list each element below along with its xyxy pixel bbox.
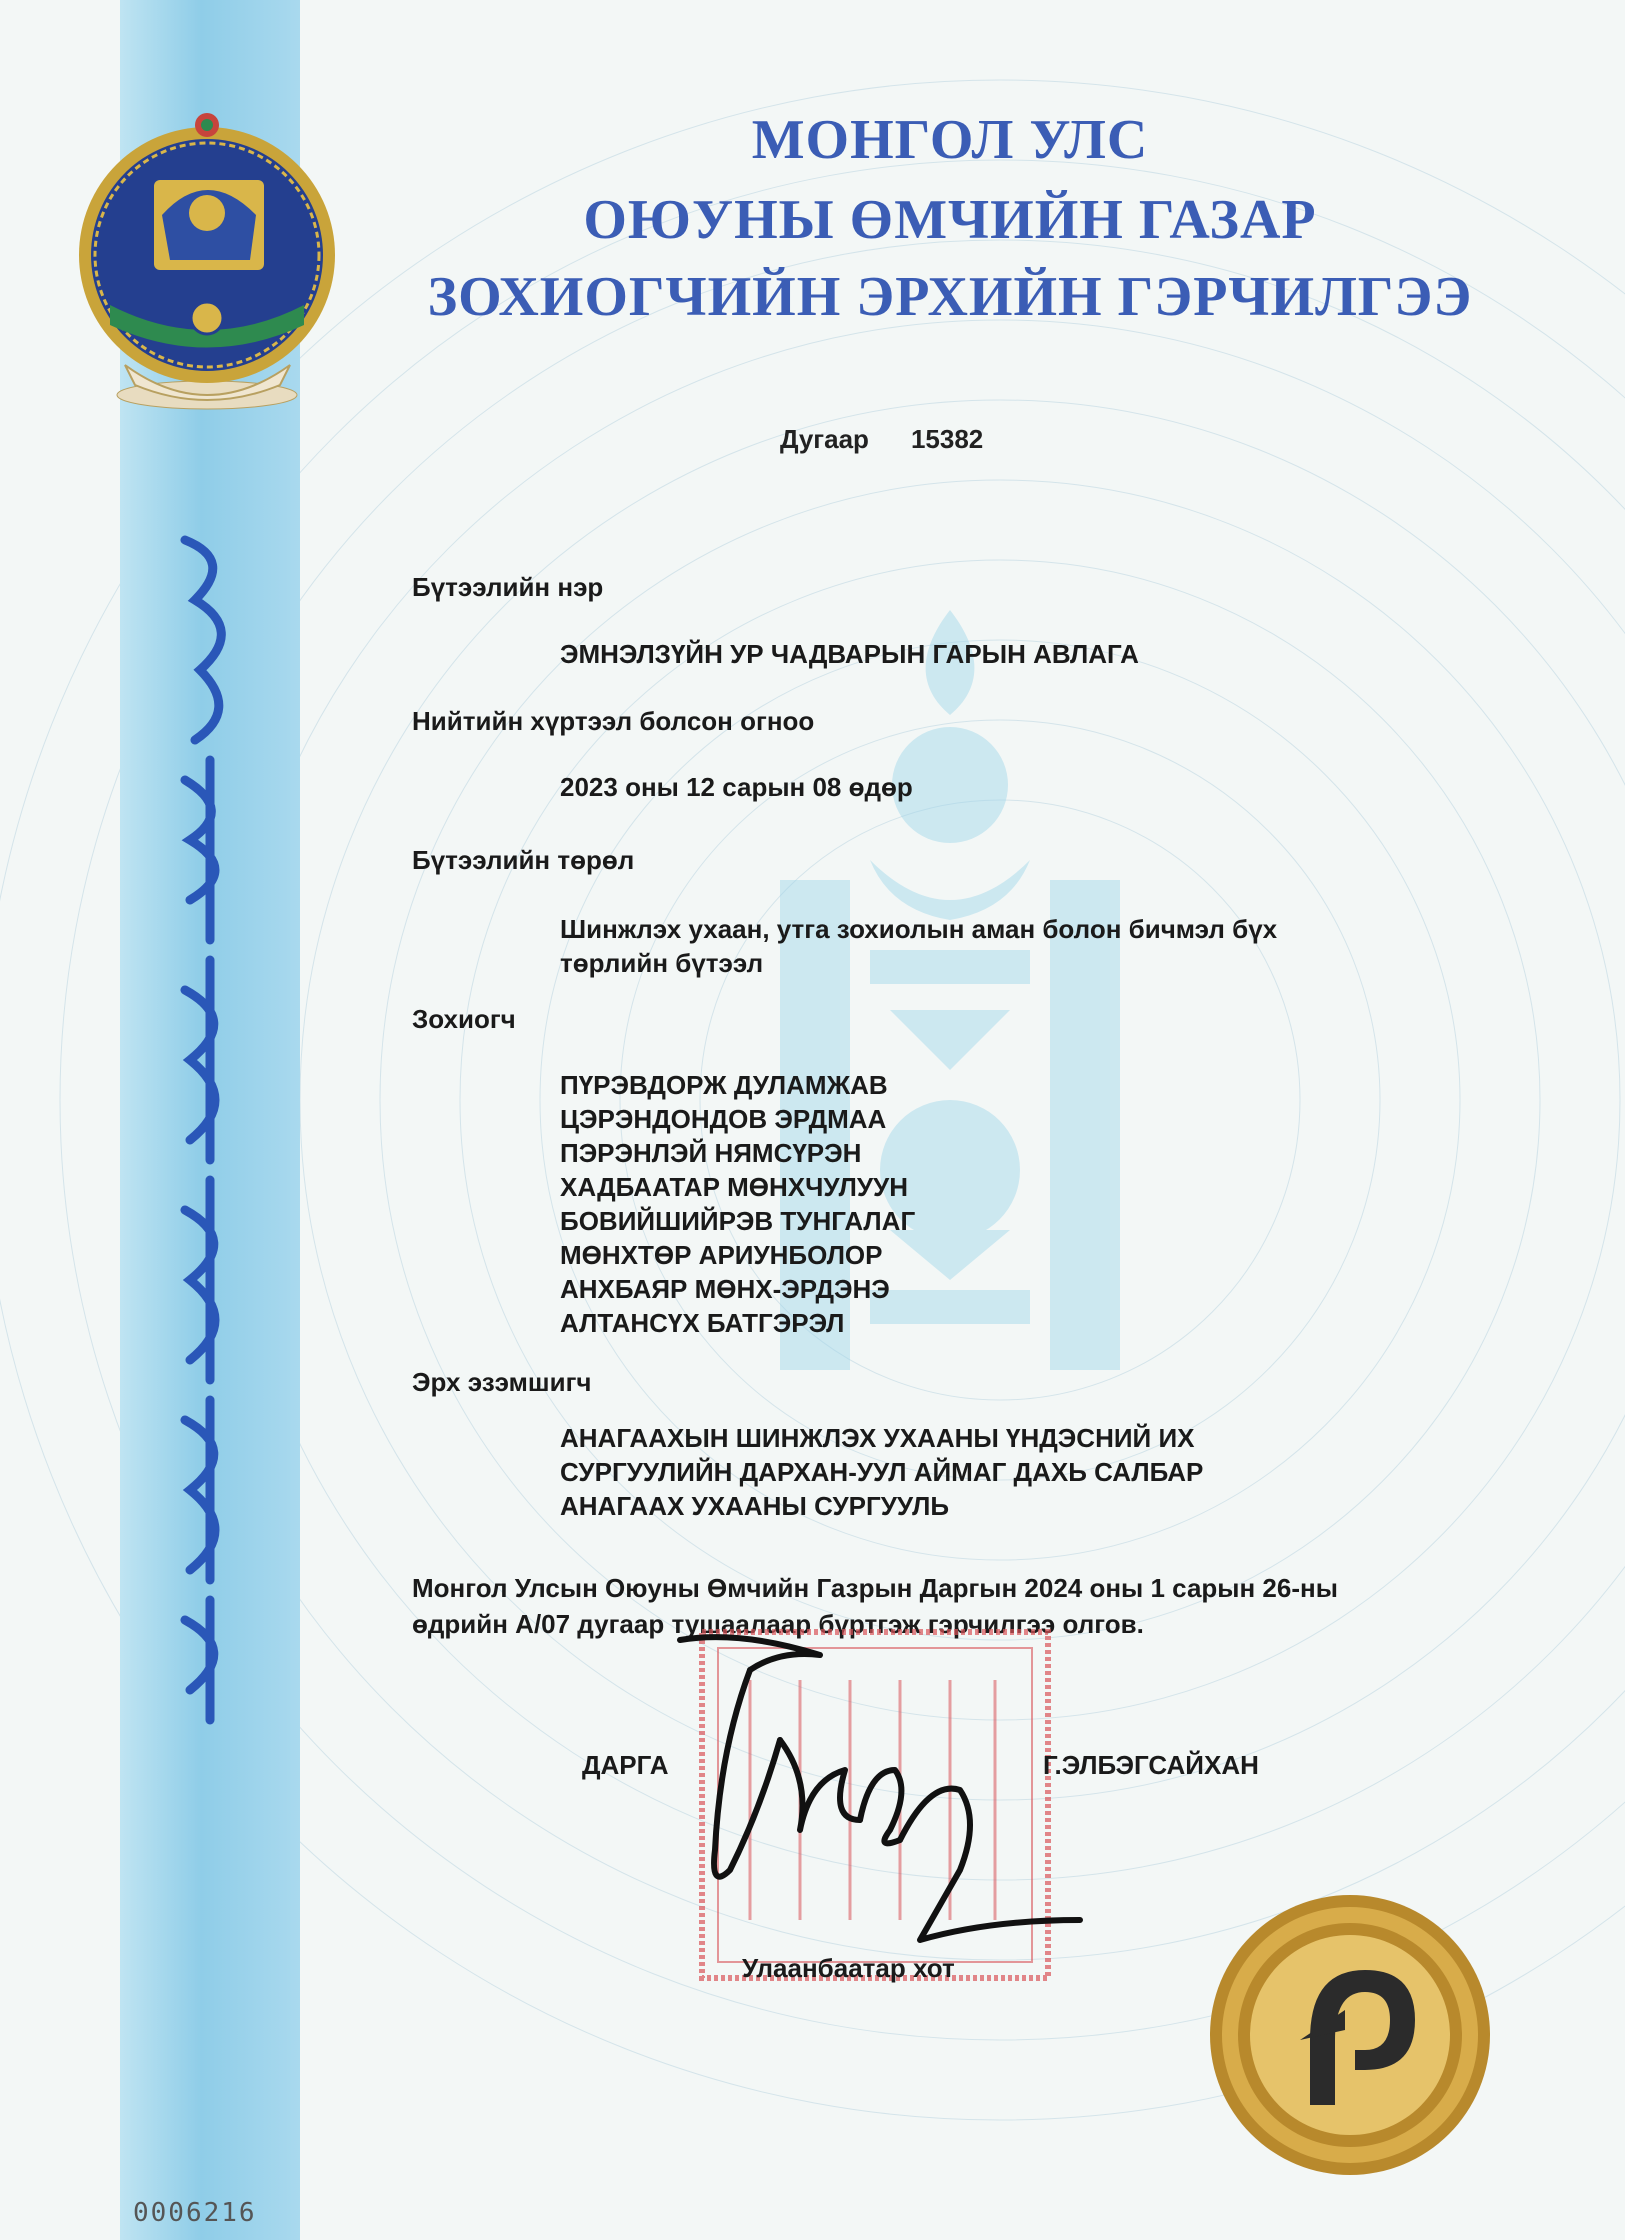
author-name: МӨНХТӨР АРИУНБОЛОР	[560, 1240, 883, 1270]
decree-line: өдрийн А/07 дугаар тушаалаар бүртгэж гэрчилгээ олгов.	[412, 1609, 1144, 1639]
title-agency: ОЮУНЫ ӨМЧИЙН ГАЗАР	[583, 189, 1317, 251]
owner-line: АНАГААХ УХААНЫ СУРГУУЛЬ	[560, 1491, 950, 1521]
publish-date-label: Нийтийн хүртээл болсон огноо	[412, 706, 815, 736]
work-type-line: Шинжлэх ухаан, утга зохиолын аман болон бичмэл бүх	[560, 914, 1278, 944]
decree-line: Монгол Улсын Оюуны Өмчийн Газрын Даргын 2024 оны 1 сарын 26-ны	[412, 1573, 1338, 1603]
owner-line: СУРГУУЛИЙН ДАРХАН-УУЛ АЙМАГ ДАХЬ САЛБАР	[560, 1457, 1204, 1487]
mongolian-script-decoration	[155, 520, 265, 1740]
author-name: АЛТАНСҮХ БАТГЭРЭЛ	[560, 1308, 845, 1338]
signature-icon	[660, 1630, 1100, 1960]
author-name: ЦЭРЭНДОНДОВ ЭРДМАА	[560, 1104, 887, 1134]
work-type-value	[560, 912, 1460, 980]
publish-date-value: 2023 оны 12 сарын 08 өдөр	[560, 772, 913, 802]
gold-seal-icon	[1205, 1890, 1495, 2180]
director-name: Г.ЭЛБЭГСАЙХАН	[1043, 1750, 1259, 1780]
author-name: ПЭРЭНЛЭЙ НЯМСҮРЭН	[560, 1138, 862, 1168]
title-certificate: ЗОХИОГЧИЙН ЭРХИЙН ГЭРЧИЛГЭЭ	[427, 266, 1473, 328]
work-type-label: Бүтээлийн төрөл	[412, 845, 635, 875]
number-value: 15382	[910, 424, 984, 454]
state-emblem-icon	[70, 95, 345, 415]
owner-label: Эрх эзэмшигч	[412, 1367, 592, 1397]
work-name-label: Бүтээлийн нэр	[412, 572, 604, 602]
work-type-line: төрлийн бүтээл	[560, 948, 764, 978]
serial-number: 0006216	[133, 2198, 257, 2228]
city-name: Улаанбаатар хот	[742, 1953, 955, 1983]
authors-label: Зохиогч	[412, 1004, 516, 1034]
owner-line: АНАГААХЫН ШИНЖЛЭХ УХААНЫ ҮНДЭСНИЙ ИХ	[560, 1423, 1195, 1453]
owner-value	[560, 1421, 1460, 1523]
author-name: ХАДБААТАР МӨНХЧУЛУУН	[560, 1172, 908, 1202]
number-label: Дугаар	[780, 424, 869, 454]
certificate-number	[780, 424, 983, 455]
author-name: ПҮРЭВДОРЖ ДУЛАМЖАВ	[560, 1070, 888, 1100]
author-name: БОВИЙШИЙРЭВ ТУНГАЛАГ	[560, 1206, 916, 1236]
authors-list	[560, 1068, 915, 1340]
work-name-value: ЭМНЭЛЗҮЙН УР ЧАДВАРЫН ГАРЫН АВЛАГА	[560, 639, 1139, 669]
title-country: МОНГОЛ УЛС	[751, 109, 1149, 171]
director-title: ДАРГА	[582, 1750, 669, 1780]
author-name: АНХБАЯР МӨНХ-ЭРДЭНЭ	[560, 1274, 890, 1304]
